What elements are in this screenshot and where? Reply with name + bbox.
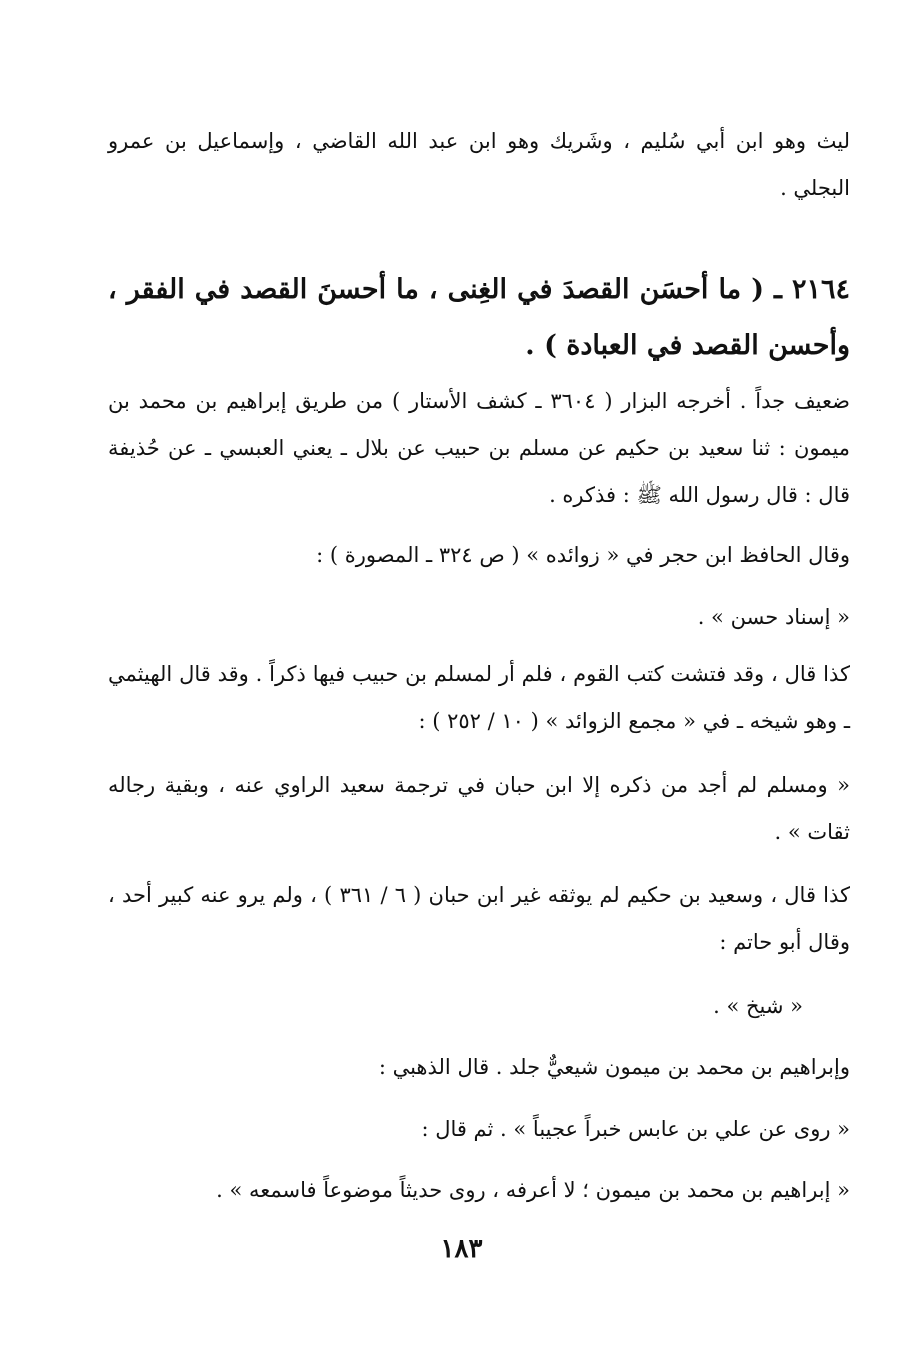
hadith-heading: ٢١٦٤ ـ ( ما أحسَن القصدَ في الغِنى ، ما أحسنَ القصد في الفقر ، وأحسن القصد في العبادة ) .	[108, 274, 850, 361]
page-number: ١٨٣	[440, 1234, 483, 1264]
quote-dhahabi-1: « روى عن علي بن عابس خبراً عجيباً » . ثم قال :	[421, 1117, 850, 1141]
paragraph-said-bin-hakim: كذا قال ، وسعيد بن حكيم لم يوثقه غير ابن حبان ( ٦ / ٣٦١ ) ، ولم يرو عنه كبير أحد ، وقال أبو حاتم :	[108, 883, 851, 954]
paragraph-haythami: كذا قال ، وقد فتشت كتب القوم ، فلم أر لمسلم بن حبيب فيها ذكراً . وقد قال الهيثمي ـ وهو شيخه ـ في « مجمع الزوائد » ( ١٠ / ٢٥٢ ) :	[108, 662, 850, 733]
quote-isnad-hasan: « إسناد حسن » .	[697, 605, 850, 629]
paragraph-narrators: ليث وهو ابن أبي سُليم ، وشَريك وهو ابن عبد الله القاضي ، وإسماعيل بن عمرو البجلي .	[108, 129, 850, 200]
paragraph-ibrahim: وإبراهيم بن محمد بن ميمون شيعيٌّ جلد . قال الذهبي :	[378, 1055, 850, 1079]
paragraph-ibn-hajar: وقال الحافظ ابن حجر في « زوائده » ( ص ٣٢٤ ـ المصورة ) :	[316, 543, 850, 567]
quote-shaykh: « شيخ » .	[713, 994, 803, 1018]
quote-haythami: « ومسلم لم أجد من ذكره إلا ابن حبان في ترجمة سعيد الراوي عنه ، وبقية رجاله ثقات » .	[108, 773, 850, 844]
quote-dhahabi-2: « إبراهيم بن محمد بن ميمون ؛ لا أعرفه ، روى حديثاً موضوعاً فاسمعه » .	[216, 1178, 850, 1202]
paragraph-takhrij: ضعيف جداً . أخرجه البزار ( ٣٦٠٤ ـ كشف الأستار ) من طريق إبراهيم بن محمد بن ميمون : ثنا سعيد بن حكيم عن مسلم بن حبيب عن بلال ـ يعني العبسي ـ عن حُذيفة قال : قال رسول الله ﷺ : فذكره .	[108, 389, 850, 507]
